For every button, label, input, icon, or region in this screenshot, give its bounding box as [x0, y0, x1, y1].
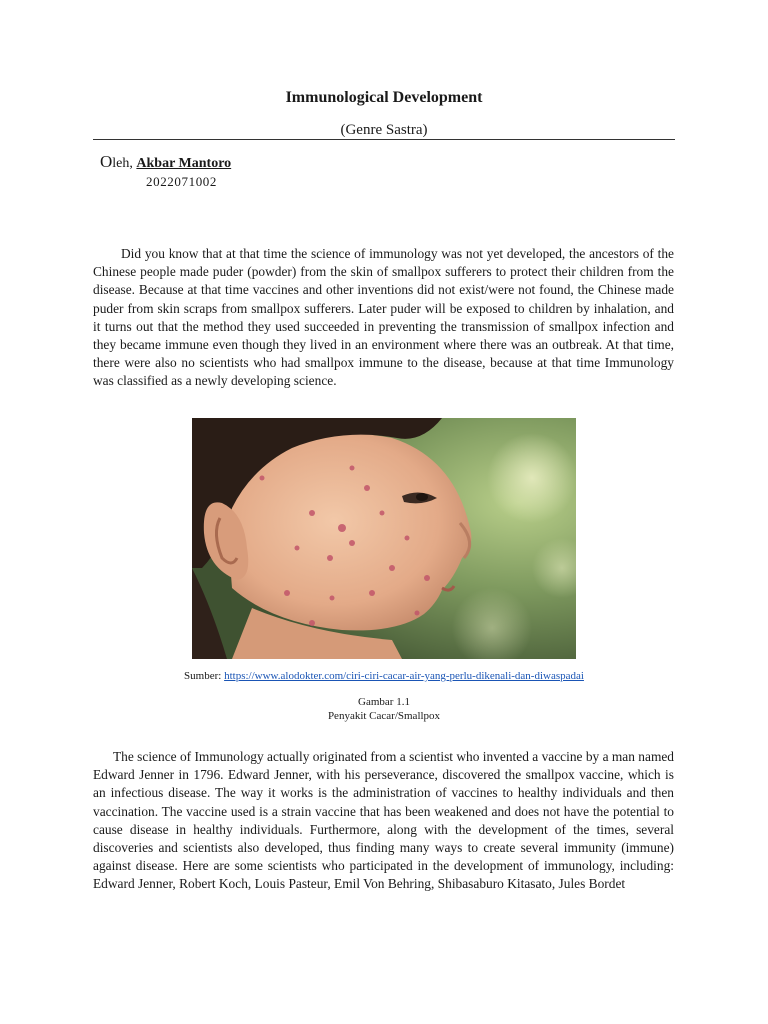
document-subtitle: (Genre Sastra) [340, 122, 428, 138]
source-label: Sumber: [184, 670, 225, 682]
figure-caption-number: Gambar 1.1 [358, 696, 410, 708]
document-title: Immunological Development [285, 89, 483, 106]
student-id: 2022071002 [146, 174, 217, 189]
figure-caption-text: Penyakit Cacar/Smallpox [327, 710, 441, 722]
source-link[interactable]: https://www.alodokter.com/ciri-ciri-cacar-air-yang-perlu-dikenali-dan-diwaspadai [224, 670, 584, 682]
author-prefix-initial: O [100, 152, 113, 171]
title-divider [93, 139, 675, 140]
paragraph-history: The science of Immunology actually originated from a scientist who invented a vaccine by a man named Edward Jenner in 1796. Edward Jenner, with his perseverance, discovered the smallpox vaccine, which is an infectious disease. The way it works is the administration of vaccines to healthy individuals and then vaccination. The vaccine used is a strain vaccine that has been weakened and does not have the potential to cause disease in healthy individuals. Furthermore, along with the development of the times, several discoveries and scientists also developed, thus finding many ways to create several immunity (immune) against disease. Here are some scientists who participated in the development of immunology, including: Edward Jenner, Robert Koch, Louis Pasteur, Emil Von Behring, Shibasaburo Kitasato, Jules Bordet [93, 749, 674, 892]
figure-source [0, 669, 768, 683]
author-prefix: leh, [112, 156, 137, 171]
author-line [100, 152, 231, 174]
author-name: Akbar Mantoro [136, 156, 232, 171]
smallpox-child-photo [192, 418, 576, 659]
paragraph-intro: Did you know that at that time the science of immunology was not yet developed, the ancestors of the Chinese people made puder (powder) from the skin of smallpox sufferers to protect their children from the disease. Because at that time vaccines and other inventions did not exist/were not found, the Chinese made puder from skin scraps from smallpox sufferers. Later puder will be exposed to children by inhalation, and it turns out that the method they used succeeded in preventing the transmission of smallpox infection and they became immune even though they lived in an environment where there was an outbreak. At that time, there were also no scientists who had smallpox immune to the disease, because at that time Immunology was classified as a newly developing science. [93, 246, 674, 389]
